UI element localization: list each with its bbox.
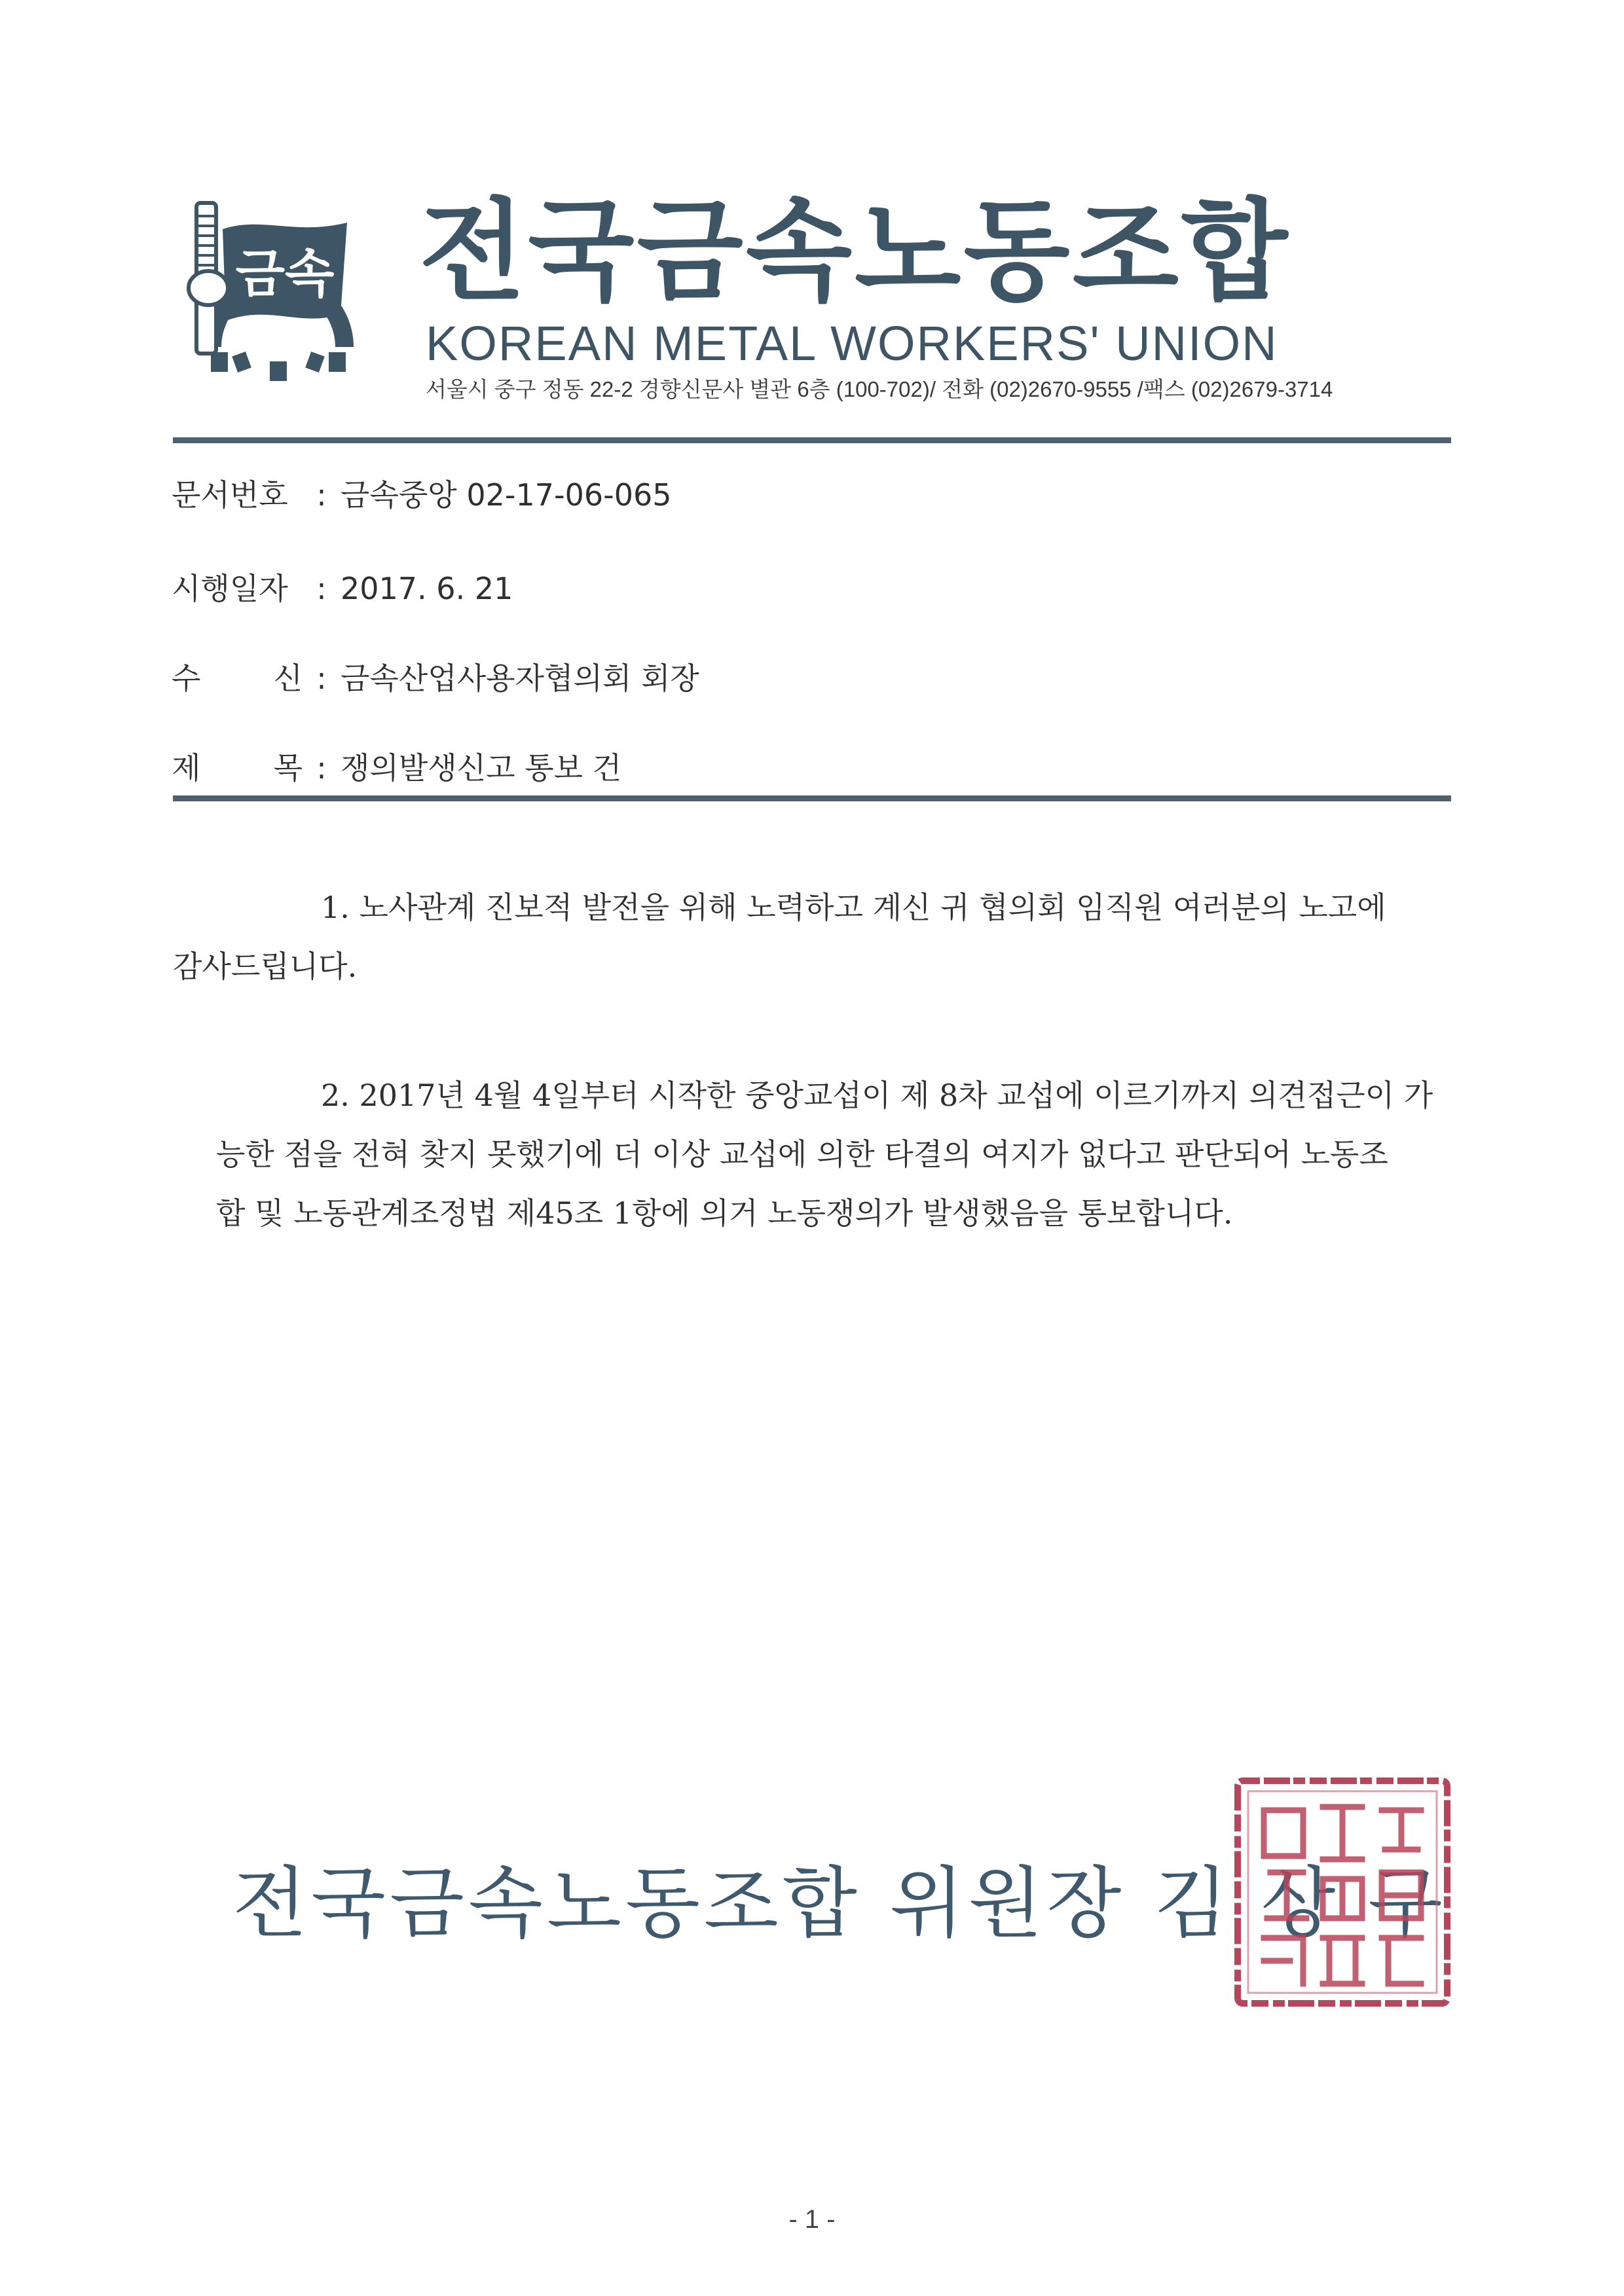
subject-label-1: 제 xyxy=(172,750,201,786)
meta-divider xyxy=(173,795,1451,801)
date-label: 시행일자 xyxy=(172,571,288,606)
subject-value: 쟁의발생신고 통보 건 xyxy=(341,750,622,786)
org-contact-info: 서울시 중구 정동 22-2 경향신문사 별관 6층 (100-702)/ 전화 (02)2670-9555 /팩스 (02)2679-3714 xyxy=(426,377,1333,401)
doc-number-colon: : xyxy=(316,477,327,513)
header-divider xyxy=(173,437,1451,443)
recipient-row xyxy=(172,661,699,696)
date-value: 2017. 6. 21 xyxy=(341,571,513,606)
page-number: - 1 - xyxy=(788,2205,836,2234)
logo-text: 금속 xyxy=(235,245,335,304)
paragraph-2-line-3: 합 및 노동관계조정법 제45조 1항에 의거 노동쟁의가 발생했음을 통보합니다. xyxy=(216,1195,1233,1231)
subject-label-2: 목 xyxy=(273,750,303,786)
subject-colon: : xyxy=(316,750,327,786)
paragraph-1-line-2: 감사드립니다. xyxy=(173,949,358,984)
recipient-colon: : xyxy=(316,661,327,696)
recipient-label-2: 신 xyxy=(273,661,303,696)
subject-row xyxy=(172,750,622,786)
official-seal xyxy=(1231,1774,1454,2010)
doc-number-value: 금속중앙 02-17-06-065 xyxy=(341,477,672,513)
recipient-label xyxy=(172,661,303,696)
paragraph-2-line-2: 능한 점을 전혀 찾지 못했기에 더 이상 교섭에 의한 타결의 여지가 없다고 판단되어 노동조 xyxy=(216,1137,1388,1172)
signature-line: 전국금속노동조합 위원장 김 상 구 xyxy=(232,1858,1447,1948)
doc-number-label: 문서번호 xyxy=(172,477,288,513)
union-logo xyxy=(177,190,380,393)
paragraph-1-line-1: 1. 노사관계 진보적 발전을 위해 노력하고 계신 귀 협의회 임직원 여러분의 노고에 xyxy=(321,890,1386,925)
recipient-value: 금속산업사용자협의회 회장 xyxy=(341,661,699,696)
org-name-english: KOREAN METAL WORKERS' UNION xyxy=(426,316,1278,371)
doc-number-row xyxy=(172,477,672,513)
date-row xyxy=(172,571,513,606)
subject-label xyxy=(172,750,303,786)
paragraph-2-line-1: 2. 2017년 4월 4일부터 시작한 중앙교섭이 제 8차 교섭에 이르기까지 의견접근이 가 xyxy=(321,1078,1433,1113)
org-name-korean: 전국금속노동조합 xyxy=(419,187,1291,316)
date-colon: : xyxy=(316,571,327,606)
recipient-label-1: 수 xyxy=(172,661,201,696)
